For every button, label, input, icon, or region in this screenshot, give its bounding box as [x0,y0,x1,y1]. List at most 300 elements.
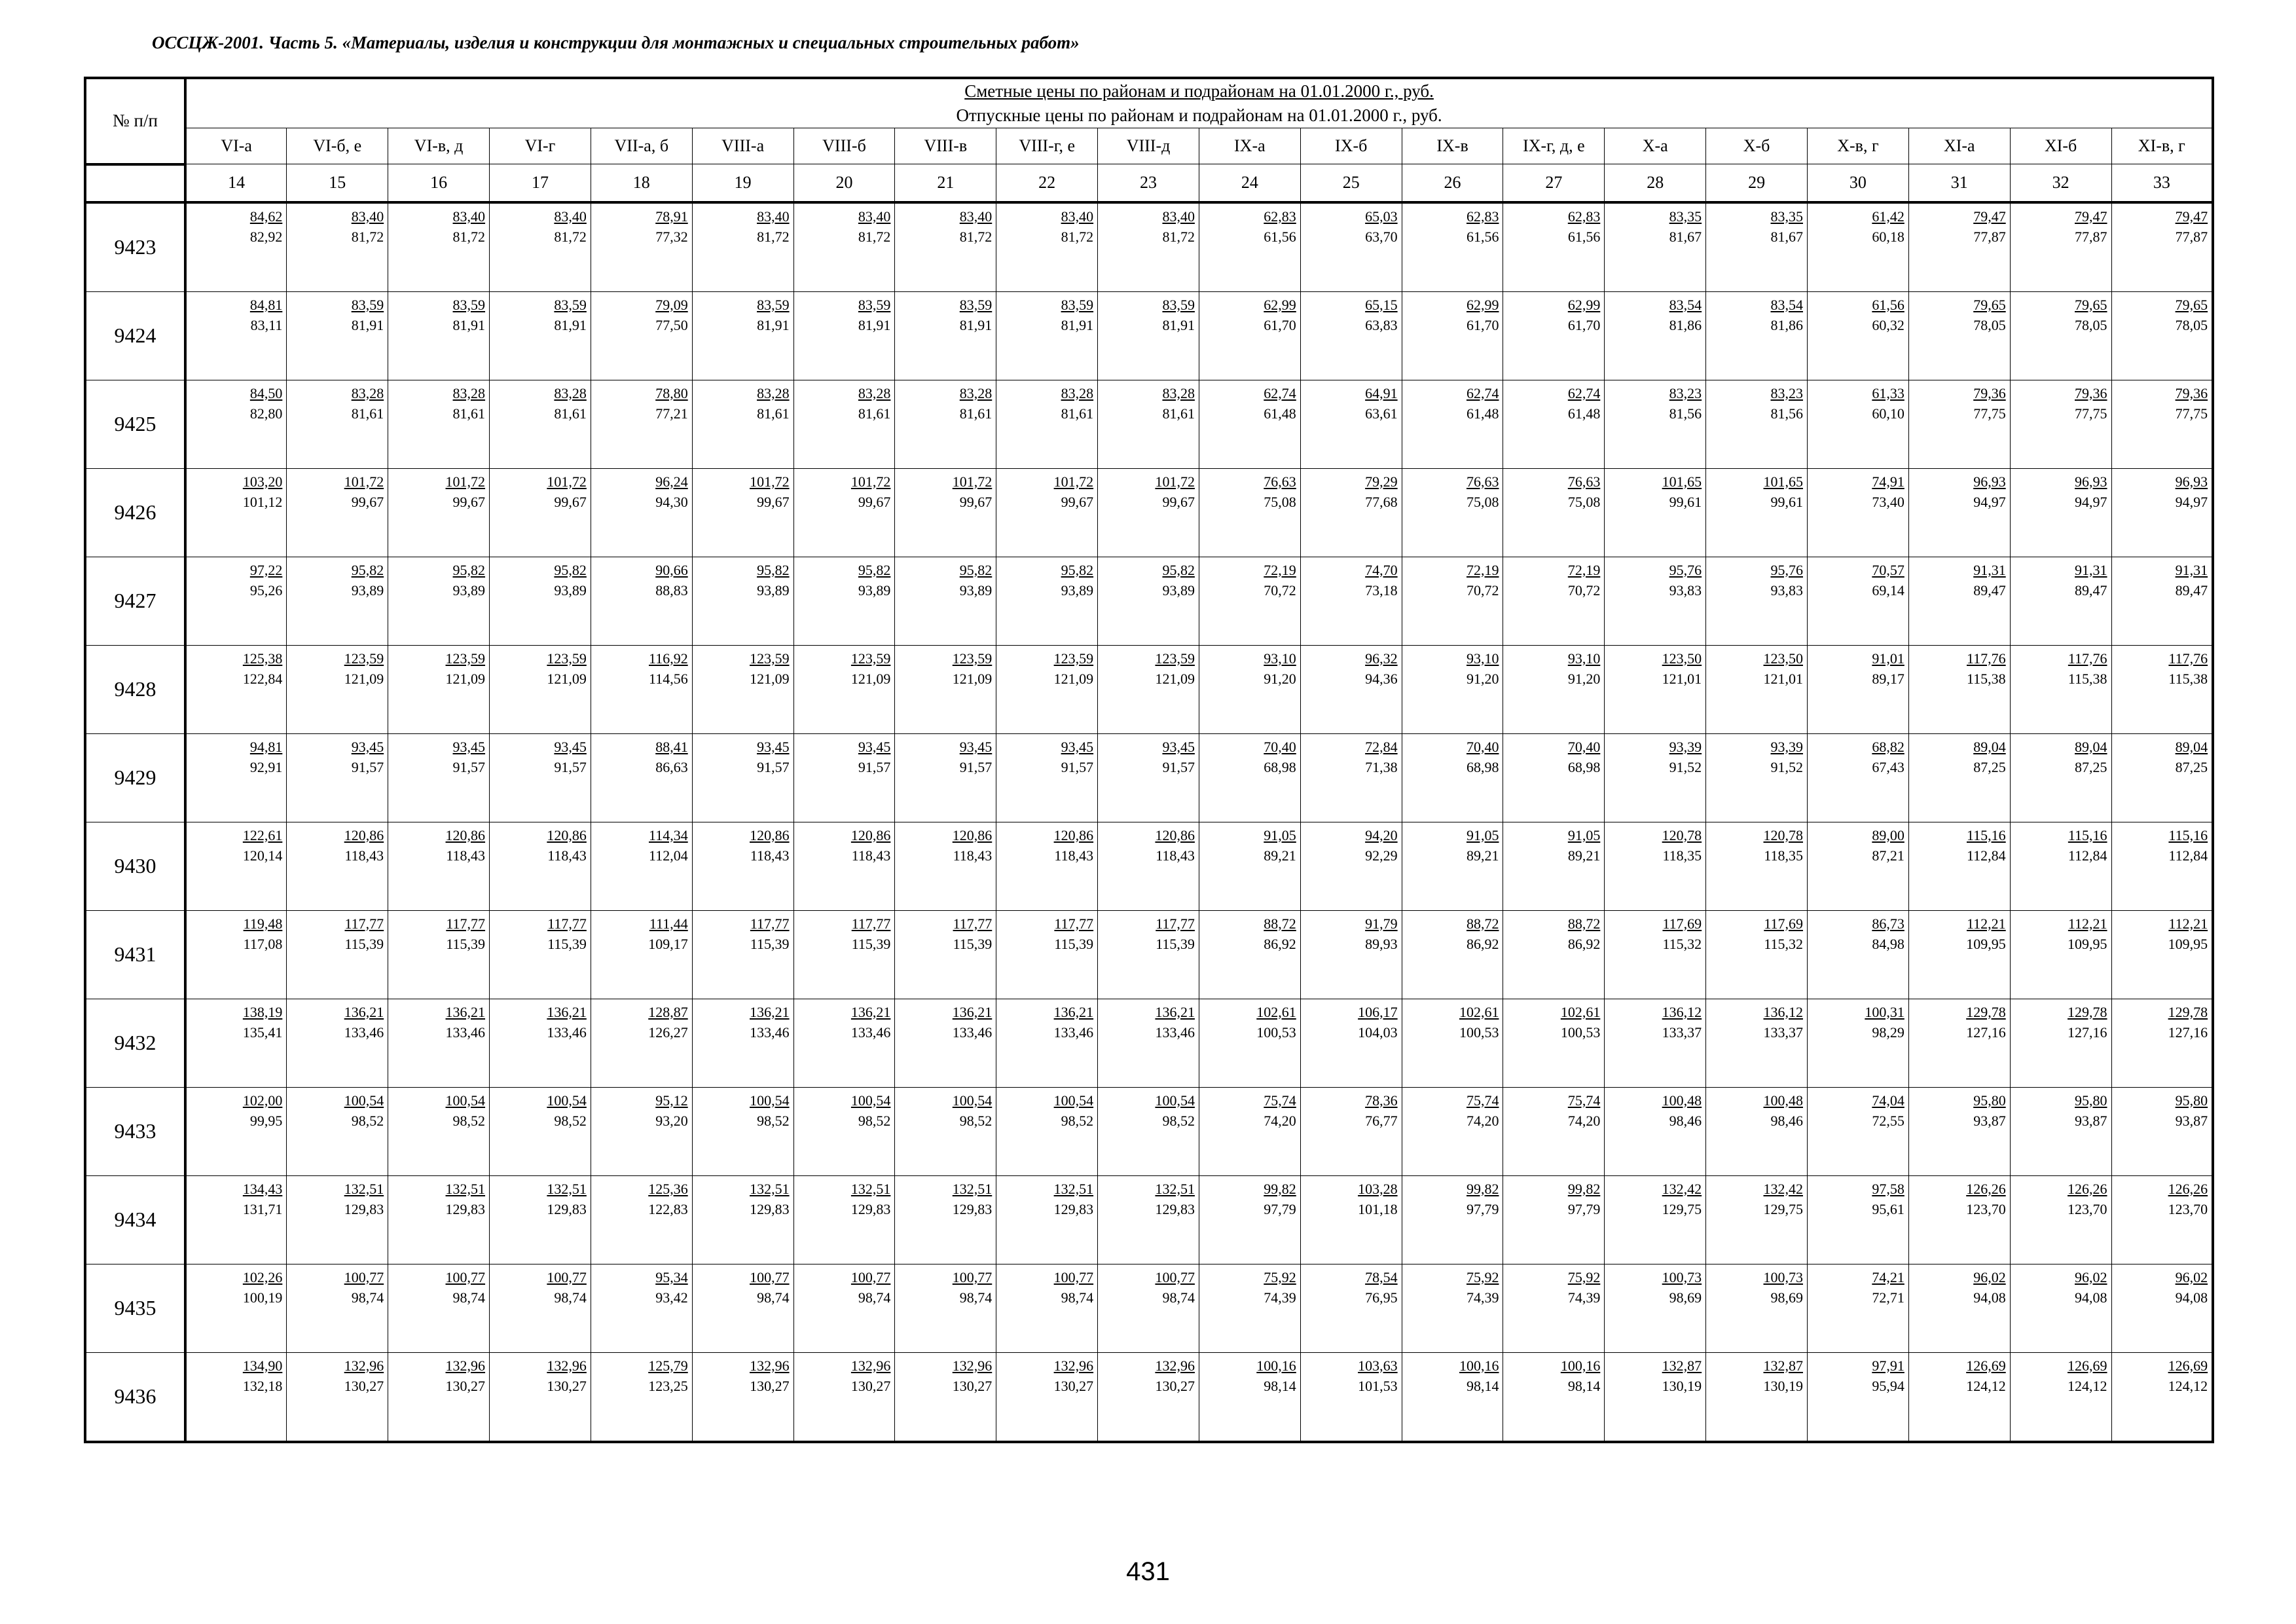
price-cell [996,468,1098,557]
otpusknaya-price: 132,18 [242,1377,283,1394]
smetnaya-price: 72,19 [1567,561,1601,578]
price-cell [895,468,996,557]
price-cell [1199,1175,1300,1264]
price-cell [185,1087,287,1175]
otpusknaya-price: 75,08 [1567,493,1601,510]
smetnaya-price: 120,86 [1053,826,1094,843]
price-cell [1706,468,1808,557]
region-header: VI-г [490,128,591,164]
price-cell [692,380,793,468]
smetnaya-price: 72,19 [1264,561,1296,578]
smetnaya-price: 132,87 [1662,1357,1702,1374]
price-cell [1503,202,1605,292]
price-cell [1199,645,1300,733]
smetnaya-price: 99,82 [1567,1180,1601,1197]
smetnaya-price: 101,72 [1053,473,1094,490]
otpusknaya-price: 61,70 [1466,316,1499,333]
otpusknaya-price: 68,98 [1567,758,1601,775]
otpusknaya-price: 117,08 [243,935,283,952]
price-cell [591,557,692,645]
price-cell [1808,1264,1909,1352]
smetnaya-price: 89,04 [2075,738,2107,755]
price-cell [895,557,996,645]
price-cell [591,999,692,1087]
smetnaya-price: 83,40 [858,208,891,225]
smetnaya-price: 75,92 [1567,1268,1601,1285]
smetnaya-price: 65,03 [1365,208,1398,225]
price-cell [1199,380,1300,468]
otpusknaya-price: 93,42 [655,1289,688,1306]
otpusknaya-price: 81,91 [858,316,891,333]
price-cell [793,1087,895,1175]
region-header: VI-б, е [287,128,388,164]
smetnaya-price: 79,47 [2175,208,2208,225]
smetnaya-price: 95,80 [2075,1092,2107,1109]
otpusknaya-price: 99,61 [1770,493,1803,510]
price-cell [1098,910,1199,999]
price-cell [591,291,692,380]
otpusknaya-price: 82,80 [249,405,283,422]
smetnaya-price: 95,82 [452,561,486,578]
smetnaya-price: 132,51 [750,1180,790,1197]
smetnaya-price: 83,59 [757,296,790,313]
otpusknaya-price: 81,91 [757,316,790,333]
price-cell [1706,1175,1808,1264]
smetnaya-price: 93,45 [1162,738,1195,755]
smetnaya-price: 78,36 [1365,1092,1398,1109]
otpusknaya-price: 61,48 [1567,405,1601,422]
otpusknaya-price: 93,89 [554,581,587,599]
smetnaya-price: 93,10 [1567,650,1601,667]
smetnaya-price: 90,66 [655,561,688,578]
smetnaya-price: 83,28 [351,384,384,401]
otpusknaya-price: 130,27 [445,1377,486,1394]
smetnaya-price: 83,28 [452,384,486,401]
price-table [84,77,2214,1443]
smetnaya-price: 68,82 [1872,738,1904,755]
otpusknaya-price: 100,53 [1256,1024,1296,1041]
smetnaya-price: 117,77 [851,915,891,932]
price-cell [1605,380,1706,468]
otpusknaya-price: 93,87 [2075,1112,2107,1129]
price-cell [2111,1087,2213,1175]
otpusknaya-price: 93,89 [959,581,993,599]
price-cell [388,1087,490,1175]
price-cell [692,822,793,910]
region-header: XI-а [1908,128,2010,164]
smetnaya-price: 114,34 [649,826,688,843]
otpusknaya-price: 133,46 [1053,1024,1094,1041]
otpusknaya-price: 81,72 [554,228,587,245]
price-cell [1503,1264,1605,1352]
otpusknaya-price: 88,83 [655,581,688,599]
price-cell [895,1175,996,1264]
price-cell [2010,1175,2111,1264]
smetnaya-price: 93,45 [452,738,486,755]
price-cell [2010,380,2111,468]
smetnaya-price: 83,59 [452,296,486,313]
smetnaya-price: 123,59 [1053,650,1094,667]
smetnaya-price: 76,63 [1466,473,1499,490]
smetnaya-price: 93,45 [959,738,993,755]
price-cell [692,468,793,557]
price-cell [692,999,793,1087]
smetnaya-price: 99,82 [1466,1180,1499,1197]
smetnaya-price: 126,26 [2168,1180,2208,1197]
otpusknaya-price: 81,61 [757,405,790,422]
smetnaya-price: 123,59 [952,650,993,667]
price-cell [1098,822,1199,910]
smetnaya-price: 79,65 [1973,296,2006,313]
price-cell [287,910,388,999]
price-cell [185,1175,287,1264]
otpusknaya-price: 93,89 [1162,581,1195,599]
smetnaya-price: 132,87 [1763,1357,1803,1374]
column-number: 22 [996,164,1098,202]
price-cell [1808,1175,1909,1264]
price-cell [895,291,996,380]
otpusknaya-price: 98,74 [1061,1289,1094,1306]
otpusknaya-price: 121,01 [1763,670,1803,687]
column-number: 15 [287,164,388,202]
price-cell [996,291,1098,380]
otpusknaya-price: 118,43 [344,847,384,864]
price-cell [1503,468,1605,557]
otpusknaya-price: 89,47 [1973,581,2006,599]
smetnaya-price: 103,63 [1358,1357,1398,1374]
smetnaya-price: 95,82 [554,561,587,578]
smetnaya-price: 132,96 [445,1357,486,1374]
otpusknaya-price: 77,75 [1973,405,2006,422]
otpusknaya-price: 118,43 [1156,847,1195,864]
otpusknaya-price: 77,21 [655,405,688,422]
smetnaya-price: 101,72 [850,473,891,490]
otpusknaya-price: 81,61 [1162,405,1195,422]
otpusknaya-price: 124,12 [2168,1377,2208,1394]
smetnaya-price: 126,26 [2068,1180,2107,1197]
price-cell [1908,557,2010,645]
otpusknaya-price: 74,39 [1567,1289,1601,1306]
smetnaya-price: 83,23 [1770,384,1803,401]
smetnaya-price: 79,65 [2075,296,2107,313]
smetnaya-price: 95,34 [655,1268,688,1285]
smetnaya-price: 123,59 [850,650,891,667]
price-cell [1503,1352,1605,1442]
price-cell [185,557,287,645]
price-cell [1300,468,1402,557]
price-cell [1098,1352,1199,1442]
price-cell [2111,202,2213,292]
smetnaya-price: 100,48 [1763,1092,1803,1109]
price-cell [793,468,895,557]
smetnaya-price: 123,59 [445,650,486,667]
otpusknaya-price: 94,97 [1973,493,2006,510]
smetnaya-price: 61,42 [1872,208,1904,225]
smetnaya-price: 91,05 [1567,826,1601,843]
smetnaya-price: 83,28 [1061,384,1094,401]
price-cell [1908,910,2010,999]
smetnaya-price: 100,77 [445,1268,486,1285]
smetnaya-price: 100,77 [344,1268,384,1285]
otpusknaya-price: 81,72 [858,228,891,245]
price-cell [1300,822,1402,910]
otpusknaya-price: 123,70 [2068,1200,2107,1217]
smetnaya-price: 100,77 [1155,1268,1195,1285]
smetnaya-price: 83,28 [858,384,891,401]
otpusknaya-price: 77,32 [655,228,688,245]
otpusknaya-price: 98,52 [1162,1112,1195,1129]
smetnaya-price: 136,12 [1662,1003,1702,1020]
otpusknaya-price: 101,53 [1358,1377,1398,1394]
smetnaya-price: 136,21 [344,1003,384,1020]
price-cell [1300,1352,1402,1442]
price-cell [793,1352,895,1442]
smetnaya-price: 132,96 [750,1357,790,1374]
price-cell [591,1087,692,1175]
otpusknaya-price: 99,67 [757,493,790,510]
price-cell [591,468,692,557]
price-cell [1402,1087,1503,1175]
smetnaya-price: 132,51 [344,1180,384,1197]
row-number: 9433 [85,1087,185,1175]
price-cell [591,645,692,733]
region-header: VI-а [185,128,287,164]
otpusknaya-price: 98,69 [1669,1289,1702,1306]
smetnaya-price: 117,69 [1764,915,1803,932]
otpusknaya-price: 89,21 [1466,847,1499,864]
price-cell [1300,380,1402,468]
smetnaya-price: 96,93 [1973,473,2006,490]
smetnaya-price: 75,74 [1264,1092,1296,1109]
price-cell [692,202,793,292]
otpusknaya-price: 81,72 [1162,228,1195,245]
otpusknaya-price: 130,27 [750,1377,790,1394]
price-cell [1908,202,2010,292]
smetnaya-price: 62,99 [1567,296,1601,313]
price-cell [490,733,591,822]
smetnaya-price: 136,21 [547,1003,587,1020]
smetnaya-price: 132,96 [952,1357,993,1374]
price-cell [996,822,1098,910]
otpusknaya-price: 98,46 [1669,1112,1702,1129]
smetnaya-price: 117,76 [1967,650,2006,667]
otpusknaya-price: 93,20 [655,1112,688,1129]
otpusknaya-price: 118,43 [547,847,587,864]
otpusknaya-price: 61,56 [1264,228,1296,245]
smetnaya-price: 134,43 [242,1180,283,1197]
smetnaya-price: 132,96 [1155,1357,1195,1374]
smetnaya-price: 100,77 [547,1268,587,1285]
otpusknaya-price: 115,39 [750,935,790,952]
otpusknaya-price: 98,52 [858,1112,891,1129]
price-cell [1908,1264,2010,1352]
smetnaya-price: 126,69 [1966,1357,2006,1374]
price-cell [2111,999,2213,1087]
price-cell [490,291,591,380]
price-cell [895,645,996,733]
otpusknaya-price: 98,14 [1264,1377,1296,1394]
otpusknaya-price: 89,21 [1567,847,1601,864]
smetnaya-price: 64,91 [1365,384,1398,401]
row-number: 9424 [85,291,185,380]
otpusknaya-price: 61,56 [1466,228,1499,245]
otpusknaya-price: 133,37 [1662,1024,1702,1041]
otpusknaya-price: 89,17 [1872,670,1904,687]
smetnaya-price: 95,80 [2175,1092,2208,1109]
price-cell [1300,202,1402,292]
smetnaya-price: 83,59 [1162,296,1195,313]
otpusknaya-price: 60,10 [1872,405,1904,422]
smetnaya-price: 112,21 [1967,915,2006,932]
otpusknaya-price: 129,83 [1155,1200,1195,1217]
otpusknaya-price: 81,72 [452,228,486,245]
price-cell [388,1264,490,1352]
otpusknaya-price: 115,39 [1156,935,1195,952]
otpusknaya-price: 118,43 [851,847,891,864]
smetnaya-price: 136,21 [750,1003,790,1020]
title-smetnye: Сметные цены по районам и подрайонам на 01.01.2000 г., руб. [964,81,1434,101]
price-cell [1605,910,1706,999]
otpusknaya-price: 87,25 [2075,758,2107,775]
smetnaya-price: 91,01 [1872,650,1904,667]
smetnaya-price: 96,24 [655,473,688,490]
price-cell [1808,1352,1909,1442]
price-cell [388,291,490,380]
otpusknaya-price: 98,74 [959,1289,993,1306]
smetnaya-price: 78,91 [655,208,688,225]
smetnaya-price: 95,82 [757,561,790,578]
smetnaya-price: 100,54 [750,1092,790,1109]
price-cell [1706,999,1808,1087]
price-cell [1098,468,1199,557]
price-cell [591,380,692,468]
price-cell [1706,822,1808,910]
price-cell [793,999,895,1087]
smetnaya-price: 89,04 [2175,738,2208,755]
price-cell [185,822,287,910]
smetnaya-price: 95,76 [1770,561,1803,578]
smetnaya-price: 61,56 [1872,296,1904,313]
column-number: 33 [2111,164,2213,202]
otpusknaya-price: 115,39 [1054,935,1094,952]
price-cell [1300,733,1402,822]
price-cell [895,380,996,468]
otpusknaya-price: 98,14 [1466,1377,1499,1394]
otpusknaya-price: 97,79 [1466,1200,1499,1217]
smetnaya-price: 101,72 [445,473,486,490]
table-row [85,645,2213,733]
smetnaya-price: 91,31 [2175,561,2208,578]
otpusknaya-price: 98,46 [1770,1112,1803,1129]
region-header: VII-а, б [591,128,692,164]
otpusknaya-price: 81,56 [1770,405,1803,422]
smetnaya-price: 122,61 [242,826,283,843]
smetnaya-price: 125,79 [648,1357,688,1374]
price-cell [287,1352,388,1442]
price-cell [388,999,490,1087]
smetnaya-price: 96,02 [2075,1268,2107,1285]
otpusknaya-price: 121,09 [547,670,587,687]
price-cell [1300,1087,1402,1175]
otpusknaya-price: 133,46 [750,1024,790,1041]
table-row [85,380,2213,468]
otpusknaya-price: 81,61 [858,405,891,422]
smetnaya-price: 74,04 [1872,1092,1904,1109]
price-cell [1605,291,1706,380]
smetnaya-price: 79,47 [1973,208,2006,225]
smetnaya-price: 120,78 [1662,826,1702,843]
smetnaya-price: 70,57 [1872,561,1904,578]
smetnaya-price: 83,59 [858,296,891,313]
otpusknaya-price: 121,09 [850,670,891,687]
smetnaya-price: 125,36 [648,1180,688,1197]
smetnaya-price: 120,86 [850,826,891,843]
otpusknaya-price: 118,43 [953,847,993,864]
price-cell [1503,557,1605,645]
smetnaya-price: 83,28 [757,384,790,401]
smetnaya-price: 78,54 [1365,1268,1398,1285]
smetnaya-price: 116,92 [649,650,688,667]
smetnaya-price: 70,40 [1567,738,1601,755]
price-cell [1908,380,2010,468]
otpusknaya-price: 109,95 [2068,935,2107,952]
smetnaya-price: 96,02 [2175,1268,2208,1285]
smetnaya-price: 100,16 [1560,1357,1601,1374]
otpusknaya-price: 130,27 [547,1377,587,1394]
otpusknaya-price: 81,67 [1669,228,1702,245]
region-header: VIII-в [895,128,996,164]
smetnaya-price: 101,65 [1662,473,1702,490]
region-header: VIII-б [793,128,895,164]
smetnaya-price: 100,54 [952,1092,993,1109]
smetnaya-price: 115,16 [2168,826,2208,843]
smetnaya-price: 88,72 [1264,915,1296,932]
otpusknaya-price: 129,83 [547,1200,587,1217]
smetnaya-price: 93,10 [1466,650,1499,667]
smetnaya-price: 79,29 [1365,473,1398,490]
price-cell [793,1175,895,1264]
price-cell [2010,1087,2111,1175]
price-cell [1808,1087,1909,1175]
otpusknaya-price: 93,89 [351,581,384,599]
price-cell [591,1352,692,1442]
otpusknaya-price: 115,32 [1662,935,1702,952]
smetnaya-price: 75,74 [1466,1092,1499,1109]
otpusknaya-price: 98,52 [452,1112,486,1129]
smetnaya-price: 83,35 [1669,208,1702,225]
price-cell [895,202,996,292]
otpusknaya-price: 112,84 [1967,847,2006,864]
otpusknaya-price: 101,18 [1358,1200,1398,1217]
smetnaya-price: 84,81 [249,296,283,313]
smetnaya-price: 103,20 [242,473,283,490]
price-cell [287,380,388,468]
price-cell [1908,468,2010,557]
price-cell [692,291,793,380]
otpusknaya-price: 95,61 [1872,1200,1904,1217]
smetnaya-price: 117,77 [547,915,587,932]
otpusknaya-price: 118,35 [1662,847,1702,864]
price-cell [287,645,388,733]
price-cell [490,380,591,468]
otpusknaya-price: 61,70 [1264,316,1296,333]
smetnaya-price: 100,54 [1053,1092,1094,1109]
otpusknaya-price: 83,11 [250,316,283,333]
otpusknaya-price: 130,19 [1763,1377,1803,1394]
price-cell [591,1175,692,1264]
price-cell [591,822,692,910]
column-number: 16 [388,164,490,202]
